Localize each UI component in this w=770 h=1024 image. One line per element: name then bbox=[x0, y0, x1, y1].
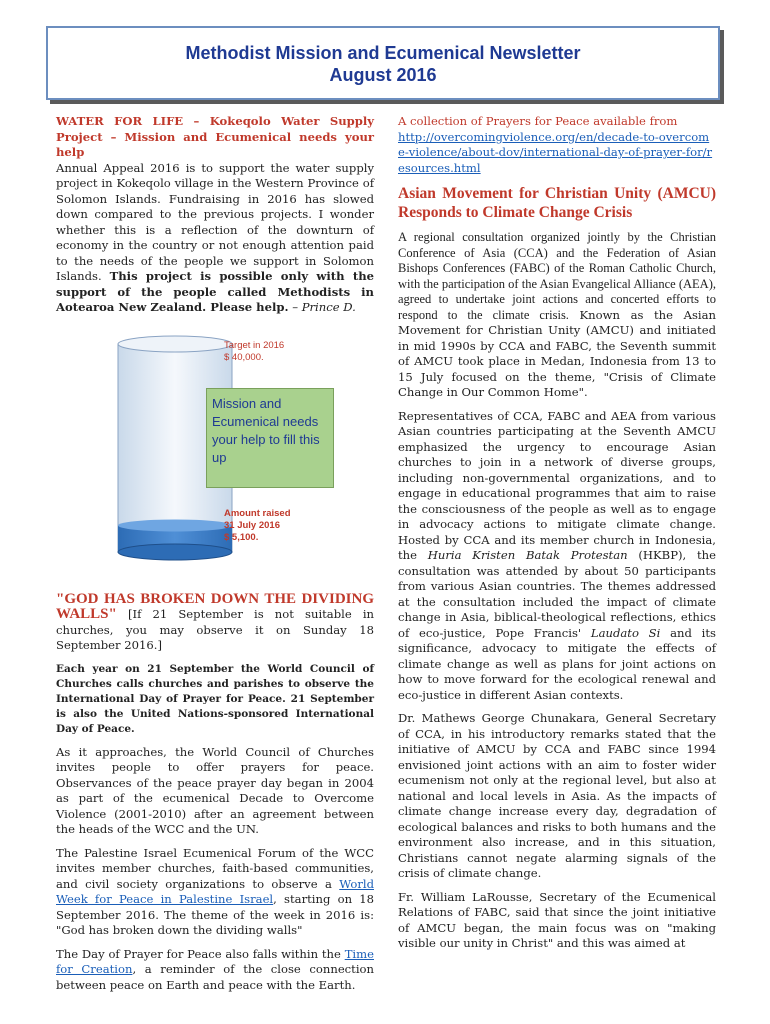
raised-label: Amount raised 31 July 2016 $ 5,100. bbox=[224, 507, 291, 543]
water-signature: – Prince D. bbox=[292, 300, 356, 314]
target-label: Target in 2016 $ 40,000. bbox=[224, 339, 285, 363]
god-section bbox=[56, 592, 374, 654]
prayers-link[interactable]: http://overcomingviolence.org/en/decade-to-overcome-violence/about-dov/international-day-of-prayer-for/resources.html bbox=[398, 129, 713, 175]
help-callout: Mission and Ecumenical needs your help to fill this up bbox=[206, 388, 334, 488]
god-note: [If 21 September is not suitable in churches, you may observe it on Sunday 18 September 2016.] bbox=[56, 607, 375, 652]
prayers-intro: A collection of Prayers for Peace available from bbox=[398, 114, 678, 128]
amcu-paragraph-4: Fr. William LaRousse, Secretary of the Ecumenical Relations of FABC, said that since the joint initiative of AMCU began, the main focus was on "making visible our unity in Christ" and this was aimed at bbox=[398, 889, 716, 950]
amcu-paragraph-3: Dr. Mathews George Chunakara, General Secretary of CCA, in his introductory remarks stated that the initiative of AMCU by CCA and FABC since 1994 envisioned joint actions with an aim to foster wider ecumenism not only at the regional level, but also at national and local levels in Asia. As the impacts of climate change increase every day, degradation of ecological balances and risks to both humans and the environment also increase, and in this situation, Christians cannot negate alarming signals of the crisis of climate change. bbox=[398, 711, 716, 880]
prayers-block bbox=[398, 114, 716, 176]
wcc-announcement: Each year on 21 September the World Council of Churches calls churches and parishes to observe the International Day of Prayer for Peace. 21 September is also the United Nations-sponsored International Day of Peace. bbox=[56, 662, 374, 735]
god-headline: "GOD HAS BROKEN DOWN THE DIVIDING WALLS" bbox=[56, 590, 374, 622]
water-article bbox=[56, 161, 374, 316]
newsletter-date: August 2016 bbox=[329, 65, 437, 85]
day-of-prayer-paragraph: The Day of Prayer for Peace also falls within the Time for Creation, a reminder of the close connection between peace on Earth and peace with the Earth. bbox=[56, 946, 374, 992]
water-headline: WATER FOR LIFE – Kokeqolo Water Supply Project – Mission and Ecumenical needs your help bbox=[56, 114, 374, 159]
time-for-creation-link[interactable]: Time for Creation bbox=[56, 946, 374, 976]
amcu-paragraph-1: A regional consultation organized jointly by the Christian Conference of Asia (CCA) and the Federation of Asian Bishops Conferences (FABC) of the Roman Catholic Church, with the participation of the Asian Evangelical Alliance (AEA), agreed to undertake joint actions and concerted efforts to respond to the climate crisis. Known as the Asian Movement for Christian Unity (AMCU) and initiated in mid 1990s by CCA and FABC, the Seventh summit of AMCU took place in Medan, Indonesia from 13 to 15 July focused on the theme, "Crisis of Climate Change in Our Common Home". bbox=[398, 230, 716, 399]
fundraising-graphic bbox=[56, 328, 374, 578]
left-column bbox=[56, 114, 374, 1001]
newsletter-title-box bbox=[46, 26, 720, 100]
newsletter-title: Methodist Mission and Ecumenical Newsletter bbox=[185, 43, 581, 63]
approaches-paragraph: As it approaches, the World Council of Churches invites people to offer prayers for peace. Observances of the peace prayer day began in 2004 as part of the ecumenical Decade to Overcome Violence (2001-2010) after an agreement between the heads of the WCC and the UN. bbox=[56, 744, 374, 836]
water-appeal: This project is possible only with the support of the people called Methodists in Aotearoa New Zealand. Please help. bbox=[56, 269, 375, 314]
pief-paragraph: The Palestine Israel Ecumenical Forum of the WCC invites member churches, faith-based communities, and civil society organizations to observe a World Week for Peace in Palestine Israel, starting on 18 September 2016. The theme of the week in 2016 is: "God has broken down the dividing walls" bbox=[56, 845, 375, 937]
water-body: Annual Appeal 2016 is to support the water supply project in Kokeqolo village in the Western Province of Solomon Islands. Fundraising in 2016 has slowed down compared to the previous projects. I wonder whether this is a reflection of the downturn of economy in the country or not enough attention paid to the needs of the people we support in Solomon Islands. bbox=[56, 160, 374, 283]
amcu-headline: Asian Movement for Christian Unity (AMCU) Responds to Climate Change Crisis bbox=[398, 185, 716, 221]
world-week-link[interactable]: World Week for Peace in Palestine Israel bbox=[56, 876, 374, 906]
amcu-paragraph-2: Representatives of CCA, FABC and AEA from various Asian countries participating at the Seventh AMCU emphasized the urgency to encourage Asian churches to join in a network of diverse groups, including non-governmental organizations, and to engage in educational programmes that aim to raise the consciousness of the people as well as to engage in advocacy actions to mitigate climate change. Hosted by CCA and its member church in Indonesia, the Huria Kristen Batak Protestan (HKBP), the consultation was attended by about 50 participants from various Asian countries. The themes addressed at the consultation included the impact of climate change in Asia, biblical-theological reflections, ethics of eco-justice, Pope Francis' Laudato Si and its significance, advocacy to mitigate the effects of climate change as well as plans for joint actions on how to move forward for the ecological renewal and eco-justice in different Asian contexts. bbox=[398, 408, 716, 702]
right-column bbox=[398, 114, 716, 960]
